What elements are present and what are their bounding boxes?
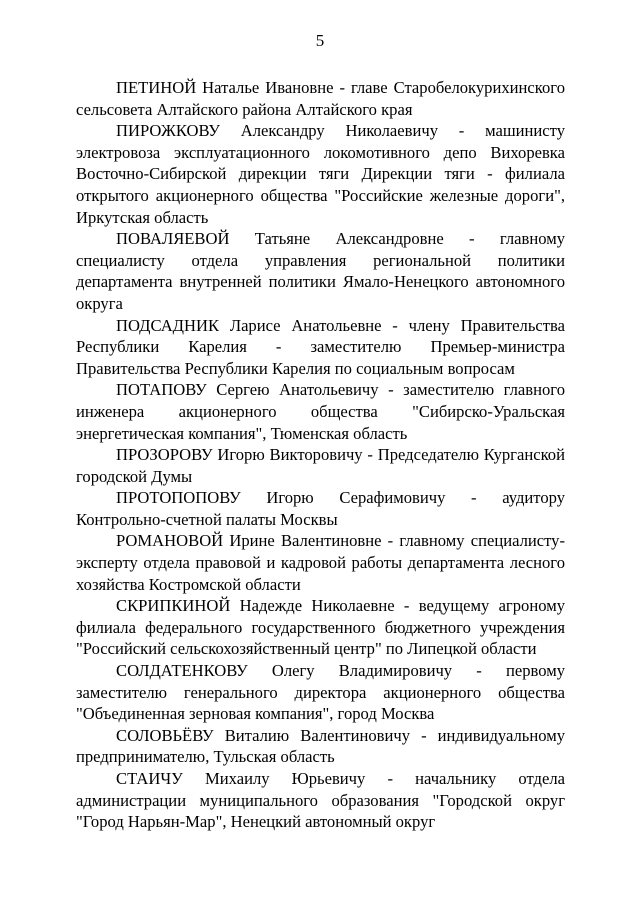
award-list <box>76 77 565 833</box>
list-entry: ПРОЗОРОВУ Игорю Викторовичу - Председателю Курганской городской Думы <box>76 445 565 486</box>
list-entry: СОЛОВЬЁВУ Виталию Валентиновичу - индивидуальному предпринимателю, Тульская область <box>76 725 565 767</box>
list-entry: ПОДСАДНИК Ларисе Анатольевне - члену Правительства Республики Карелия - заместителю Премьер-министра Правительства Республики Карелия по социальным вопросам <box>76 315 565 378</box>
page-number: 5 <box>315 31 325 50</box>
list-entry: ПОТАПОВУ Сергею Анатольевичу - заместителю главного инженера акционерного общества "Сибирско-Уральская энергетическая компания", Тюменская область <box>76 380 565 443</box>
list-entry: ПРОТОПОПОВУ Игорю Серафимовичу - аудитору Контрольно-счетной палаты Москвы <box>76 488 565 529</box>
list-entry: СТАИЧУ Михаилу Юрьевичу - начальнику отдела администрации муниципального образования "Городской округ "Город Нарьян-Мар", Ненецкий автономный округ <box>76 769 565 832</box>
list-entry: ПОВАЛЯЕВОЙ Татьяне Александровне - главному специалисту отдела управления региональной политики департамента внутренней политики Ямало-Ненецкого автономного округа <box>76 229 565 313</box>
list-entry: СКРИПКИНОЙ Надежде Николаевне - ведущему агроному филиала федерального государственного бюджетного учреждения "Российский сельскохозяйственный центр" по Липецкой области <box>76 596 565 659</box>
list-entry: ПЕТИНОЙ Наталье Ивановне - главе Старобелокурихинского сельсовета Алтайского района Алтайского края <box>76 78 565 119</box>
list-entry: ПИРОЖКОВУ Александру Николаевичу - машинисту электровоза эксплуатационного локомотивного депо Вихоревка Восточно-Сибирской дирекции тяги Дирекции тяги - филиала открытого акционерного общества "Российские железные дороги", Иркутская область <box>76 121 565 227</box>
list-entry: РОМАНОВОЙ Ирине Валентиновне - главному специалисту-эксперту отдела правовой и кадровой работы департамента лесного хозяйства Костромской области <box>76 531 565 594</box>
list-entry: СОЛДАТЕНКОВУ Олегу Владимировичу - первому заместителю генерального директора акционерного общества "Объединенная зерновая компания", город Москва <box>76 661 565 724</box>
